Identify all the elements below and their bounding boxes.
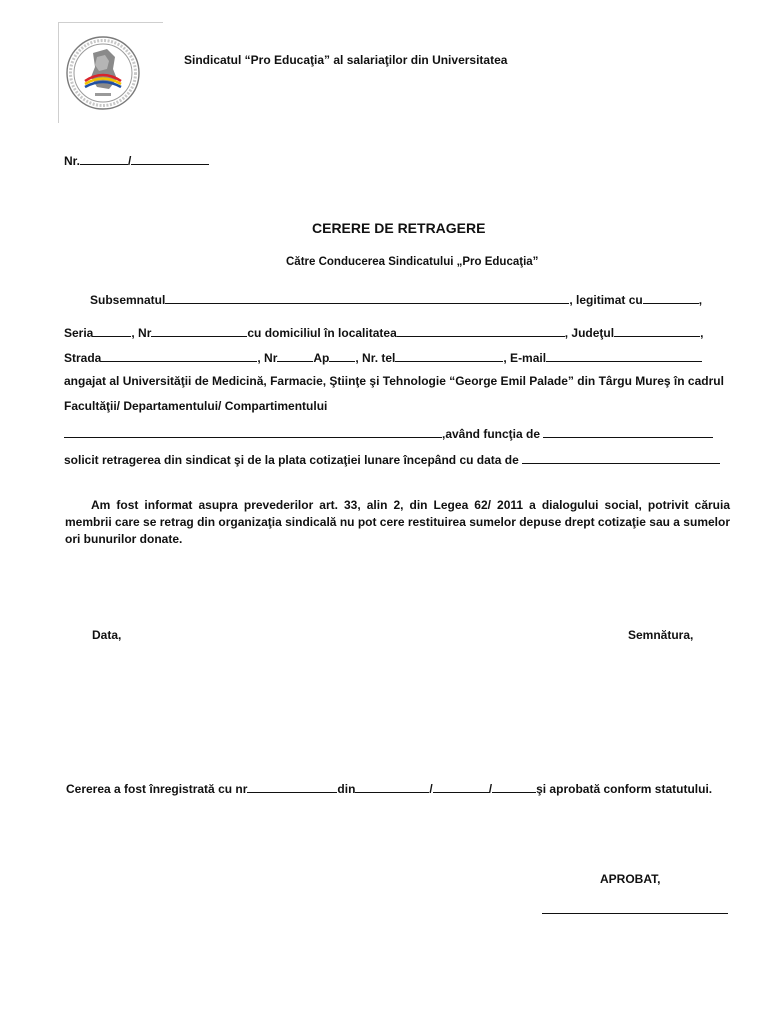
date-blank[interactable] — [131, 152, 209, 165]
registration-line: Cererea a fost înregistrată cu nr din / / şi aprobată conform statutului. — [66, 782, 713, 796]
phone-blank[interactable] — [395, 349, 503, 362]
row-solicit: solicit retragerea din sindicat şi de la plata cotizaţiei lunare începând cu data de — [64, 451, 720, 467]
street-blank[interactable] — [101, 349, 257, 362]
department-line: Facultăţii/ Departamentului/ Compartimentului — [64, 399, 328, 413]
withdrawal-date-blank[interactable] — [522, 451, 720, 464]
signature-label: Semnătura, — [628, 628, 694, 642]
registration-number-blank[interactable] — [247, 780, 337, 793]
approval-signature-line[interactable] — [542, 913, 728, 914]
email-blank[interactable] — [546, 349, 702, 362]
locality-blank[interactable] — [397, 324, 565, 337]
employer-line: angajat al Universităţii de Medicină, Farmacie, Ştiinţe şi Tehnologie “George Emil Palade” din Târgu Mureş în cadrul — [64, 374, 724, 388]
row-subsemnatul: Subsemnatul , legitimat cu , — [90, 293, 703, 307]
department-blank[interactable] — [64, 425, 442, 438]
registration-day-blank[interactable] — [355, 780, 429, 793]
registration-number-label: Nr. / — [64, 152, 209, 168]
legal-notice-paragraph: Am fost informat asupra prevederilor art. 33, alin 2, din Legea 62/ 2011 a dialogului social, potrivit căruia membrii care se retrag din organizaţia sindicală nu pot cere restituirea sumelor depuse drept cotizaţie sau a sumelor ori bunurilor donate. — [65, 498, 730, 546]
id-number-blank[interactable] — [151, 324, 247, 337]
county-blank[interactable] — [614, 324, 700, 337]
row-seria: Seria , Nr cu domiciliul în localitatea , Judeţul , — [64, 326, 704, 340]
logo-frame — [58, 22, 163, 123]
id-type-blank[interactable] — [643, 291, 699, 304]
date-label: Data, — [92, 628, 122, 642]
row-strada: Strada , Nr Ap , Nr. tel , E-mail — [64, 349, 702, 365]
position-blank[interactable] — [543, 425, 713, 438]
number-blank[interactable] — [80, 152, 128, 165]
registration-month-blank[interactable] — [433, 780, 489, 793]
recipient-line: Către Conducerea Sindicatului „Pro Educaţia” — [286, 256, 539, 268]
approval-label: APROBAT, — [600, 872, 661, 886]
street-number-blank[interactable] — [277, 349, 313, 362]
organization-name: Sindicatul “Pro Educaţia” al salariaţilor din Universitatea — [184, 53, 508, 67]
registration-year-blank[interactable] — [492, 780, 536, 793]
apartment-blank[interactable] — [329, 349, 355, 362]
series-blank[interactable] — [93, 324, 131, 337]
union-seal-logo — [59, 23, 163, 123]
name-blank[interactable] — [165, 291, 569, 304]
row-functia: ,având funcţia de — [64, 425, 713, 441]
document-title: CERERE DE RETRAGERE — [312, 220, 486, 236]
